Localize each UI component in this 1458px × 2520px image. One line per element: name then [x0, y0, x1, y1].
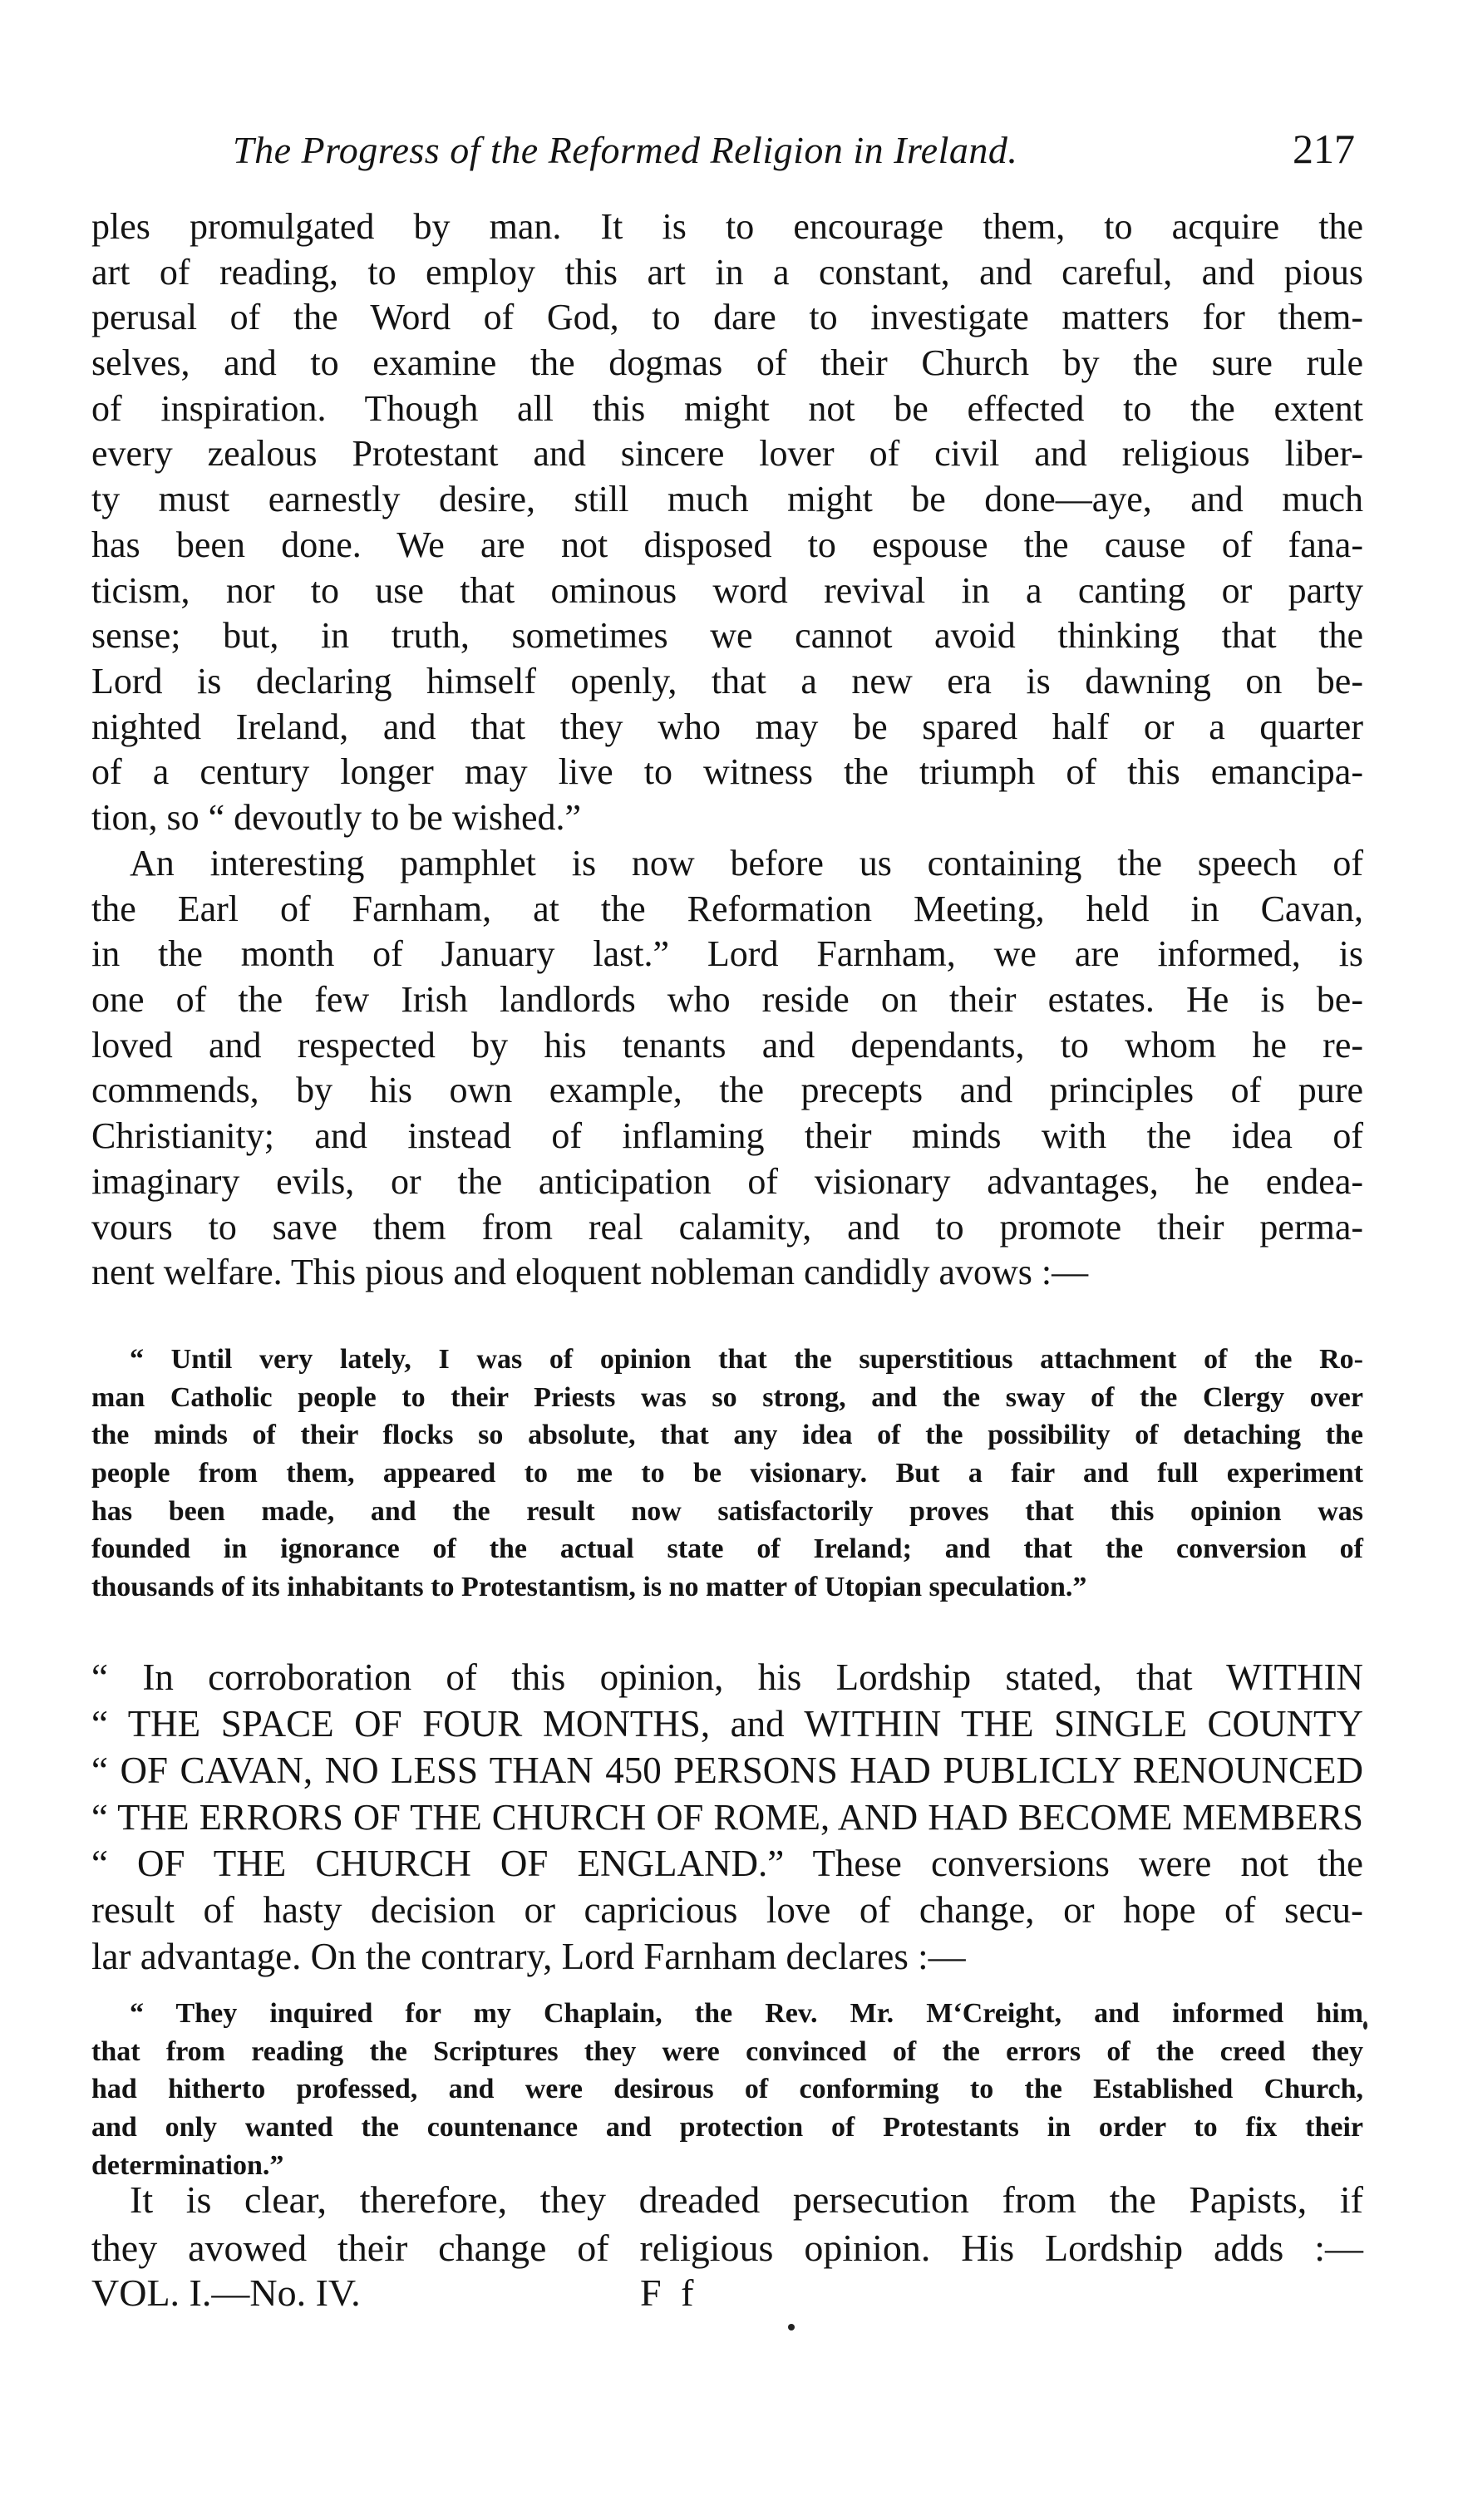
quote-line: “ They inquired for my Chaplain, the Rev. Mr. M‘Creight, and informed him [130, 1998, 1363, 2029]
quote-line: determination.” [91, 2149, 284, 2181]
text-line: of inspiration. Though all this might not be effected to the extent [91, 387, 1363, 429]
text-line: tion, so “ devoutly to be wished.” [91, 796, 582, 838]
text-line: art of reading, to employ this art in a constant, and careful, and pious [91, 251, 1363, 293]
text-line: the Earl of Farnham, at the Reformation Meeting, held in Cavan, [91, 888, 1363, 929]
print-speck [788, 2324, 795, 2331]
text-line: An interesting pamphlet is now before us containing the speech of [130, 843, 1363, 883]
text-line: “ OF THE CHURCH OF ENGLAND.” These conversions were not the [91, 1843, 1363, 1884]
text-line: selves, and to examine the dogmas of their Church by the sure rule [91, 342, 1363, 384]
text-line: “ THE ERRORS OF THE CHURCH OF ROME, AND HAD BECOME MEMBERS [91, 1796, 1363, 1838]
text-line: in the month of January last.” Lord Farnham, we are informed, is [91, 933, 1363, 975]
quote-line: the minds of their flocks so absolute, that any idea of the possibility of detaching the [91, 1420, 1363, 1451]
paragraph-1 [91, 204, 1363, 841]
quote-line: people from them, appeared to me to be visionary. But a fair and full experiment [91, 1458, 1363, 1489]
text-line: nent welfare. This pious and eloquent nobleman candidly avows :— [91, 1252, 1089, 1293]
paragraph-4 [91, 2176, 1363, 2272]
quotation-2 [91, 1995, 1363, 2184]
quote-line: man Catholic people to their Priests was so strong, and the sway of the Clergy over [91, 1381, 1363, 1413]
text-line: Lord is declaring himself openly, that a new era is dawning on be- [91, 660, 1363, 701]
text-line: It is clear, therefore, they dreaded persecution from the Papists, if [130, 2178, 1363, 2221]
page-number: 217 [1293, 126, 1355, 172]
quote-line: founded in ignorance of the actual state of Ireland; and that the conversion of [91, 1533, 1363, 1565]
text-line: loved and respected by his tenants and dependants, to whom he re- [91, 1024, 1363, 1066]
text-line: Christianity; and instead of inflaming their minds with the idea of [91, 1115, 1363, 1157]
text-line: one of the few Irish landlords who reside on their estates. He is be- [91, 979, 1363, 1021]
text-line: “ THE SPACE OF FOUR MONTHS, and WITHIN THE SINGLE COUNTY [91, 1703, 1363, 1745]
text-line: vours to save them from real calamity, and to promote their perma- [91, 1206, 1363, 1248]
text-line: “ OF CAVAN, NO LESS THAN 450 PERSONS HAD PUBLICLY RENOUNCED [91, 1750, 1363, 1791]
signature-mark: F f [640, 2271, 699, 2314]
text-line: of a century longer may live to witness the triumph of this emancipa- [91, 751, 1363, 793]
quote-line: and only wanted the countenance and protection of Protestants in order to fix their [91, 2112, 1363, 2143]
quote-line: “ Until very lately, I was of opinion that the superstitious attachment of the Ro- [130, 1344, 1363, 1375]
text-line: has been done. We are not disposed to espouse the cause of fana- [91, 524, 1363, 565]
quote-line: had hitherto professed, and were desirous of conforming to the Established Church, [91, 2074, 1363, 2105]
quote-line: has been made, and the result now satisfactorily proves that this opinion was [91, 1495, 1363, 1527]
text-line: ples promulgated by man. It is to encourage them, to acquire the [91, 206, 1363, 247]
text-line: perusal of the Word of God, to dare to investigate matters for them- [91, 297, 1363, 338]
print-speck [1363, 2021, 1367, 2030]
text-line: they avowed their change of religious opinion. His Lordship adds :— [91, 2227, 1363, 2269]
text-line: “ In corroboration of this opinion, his Lordship stated, that WITHIN [91, 1656, 1363, 1698]
running-head [233, 125, 1355, 183]
quotation-1 [91, 1341, 1363, 1607]
text-line: result of hasty decision or capricious love of change, or hope of secu- [91, 1889, 1363, 1931]
paragraph-3 [91, 1654, 1363, 1980]
text-line: every zealous Protestant and sincere lover of civil and religious liber- [91, 433, 1363, 475]
page-footer [91, 2271, 840, 2321]
text-line: commends, by his own example, the precepts and principles of pure [91, 1070, 1363, 1111]
text-line: lar advantage. On the contrary, Lord Farnham declares :— [91, 1936, 966, 1977]
volume-number: VOL. I.—No. IV. [91, 2271, 361, 2314]
text-line: nighted Ireland, and that they who may be spared half or a quarter [91, 706, 1363, 747]
paragraph-2 [91, 841, 1363, 1296]
text-line: ty must earnestly desire, still much might be done—aye, and much [91, 479, 1363, 520]
quote-line: that from reading the Scriptures they were convinced of the errors of the creed they [91, 2035, 1363, 2067]
running-title: The Progress of the Reformed Religion in Ireland. [233, 129, 1018, 171]
text-line: imaginary evils, or the anticipation of visionary advantages, he endea- [91, 1160, 1363, 1202]
quote-line: thousands of its inhabitants to Protestantism, is no matter of Utopian speculation.” [91, 1572, 1087, 1603]
text-line: ticism, nor to use that ominous word revival in a canting or party [91, 569, 1363, 611]
text-line: sense; but, in truth, sometimes we cannot avoid thinking that the [91, 615, 1363, 657]
